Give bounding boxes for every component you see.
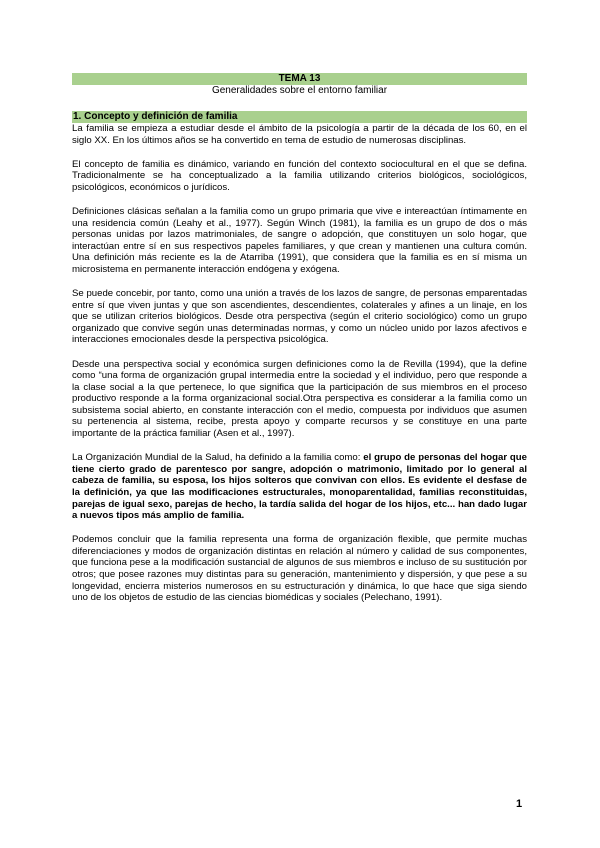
topic-subtitle: Generalidades sobre el entorno familiar xyxy=(211,85,388,96)
paragraph-4: Se puede concebir, por tanto, como una unión a través de los lazos de sangre, de personas emparentadas entre sí que viven juntas y que son ascendientes, descendientes, colaterales y afines a un linaje, en los que se utilizan criterios biológicos. Desde otra perspectiva (según el criterio sociológico) como un grupo organizado que convive según unas determinadas normas, y como un núcleo unido por lazos afectivos e interacciones emocionales desde la perspectiva psicológica. xyxy=(72,288,527,346)
paragraph-conclusion: Podemos concluir que la familia representa una forma de organización flexible, que permite muchas diferenciaciones y modos de organización distintas en relación al número y calidad de sus componentes, que funciona pese a la modificación sustancial de algunos de sus miembros e incluso de su sustitución por otros; que posee razones muy distintas para su generación, mantenimiento y dispersión, y que pese a su longevidad, encierra misterios numerosos en su estructuración y dinámica, lo que hace que siga siendo uno de los objetos de estudio de las ciencias biomédicas y sociales (Pelechano, 1991). xyxy=(72,534,527,604)
oms-definition: el grupo de personas del hogar que tiene cierto grado de parentesco por sangre, adopción o matrimonio, limitado por lo general al cabeza de familia, su esposa, los hijos solteros que convivan con ellos. Es evidente el desfase de la definición, ya que las modificaciones estructurales, monoparentalidad, familias reconstituidas, parejas de igual sexo, parejas de hecho, la tardía salida del hogar de los hijos, etc... han dado lugar a nuevos tipos más amplio de familia. xyxy=(72,452,527,522)
page-number: 1 xyxy=(516,798,523,810)
oms-intro: La Organización Mundial de la Salud, ha definido a la familia como: xyxy=(72,452,364,464)
topic-title: TEMA 13 xyxy=(72,73,527,85)
paragraph-1: La familia se empieza a estudiar desde el ámbito de la psicología a partir de la década de los 60, en el siglo XX. En los últimos años se ha convertido en tema de estudio de numerosas disciplinas. xyxy=(72,123,527,146)
paragraph-3: Definiciones clásicas señalan a la familia como un grupo primaria que vive e intereactúan íntimamente en una residencia común (Leahy et al., 1977). Según Winch (1981), la familia es un grupo de dos o más personas unidas por lazos matrimoniales, de sangre o adopción, que constituyen un solo hogar, que interactúan entre sí en sus respectivos papeles familiares, y que crean y mantienen una cultura común. Una definición más reciente es la de Atarriba (1991), que considera que la familia es en sí misma un microsistema en permanente interacción endógena y exógena. xyxy=(72,205,527,275)
section-heading: 1. Concepto y definición de familia xyxy=(72,111,527,123)
paragraph-2: El concepto de familia es dinámico, variando en función del contexto sociocultural en el que se defina. Tradicionalmente se ha conceptualizado a la familia utilizando criterios biológicos, sociológicos, psicológicos, económicos o jurídicos. xyxy=(72,158,527,193)
paragraph-5: Desde una perspectiva social y económica surgen definiciones como la de Revilla (1994), que la define como “una forma de organización grupal intermedia entre la sociedad y el individuo, pero que responde a la clase social a la que pertenece, lo que significa que la participación de sus miembros en el proceso productivo responde a la forma organizacional social.Otra perspectiva es considerar a la familia como un subsistema social abierto, en constante interacción con el medio, compuesta por individuos que asumen su pertenencia al sistema, recibe, presta apoyo y comparte recursos y se constituye en una parte importante de la práctica familiar (Asen et al., 1997). xyxy=(72,358,527,440)
paragraph-oms xyxy=(72,452,527,522)
document-page xyxy=(72,73,527,616)
